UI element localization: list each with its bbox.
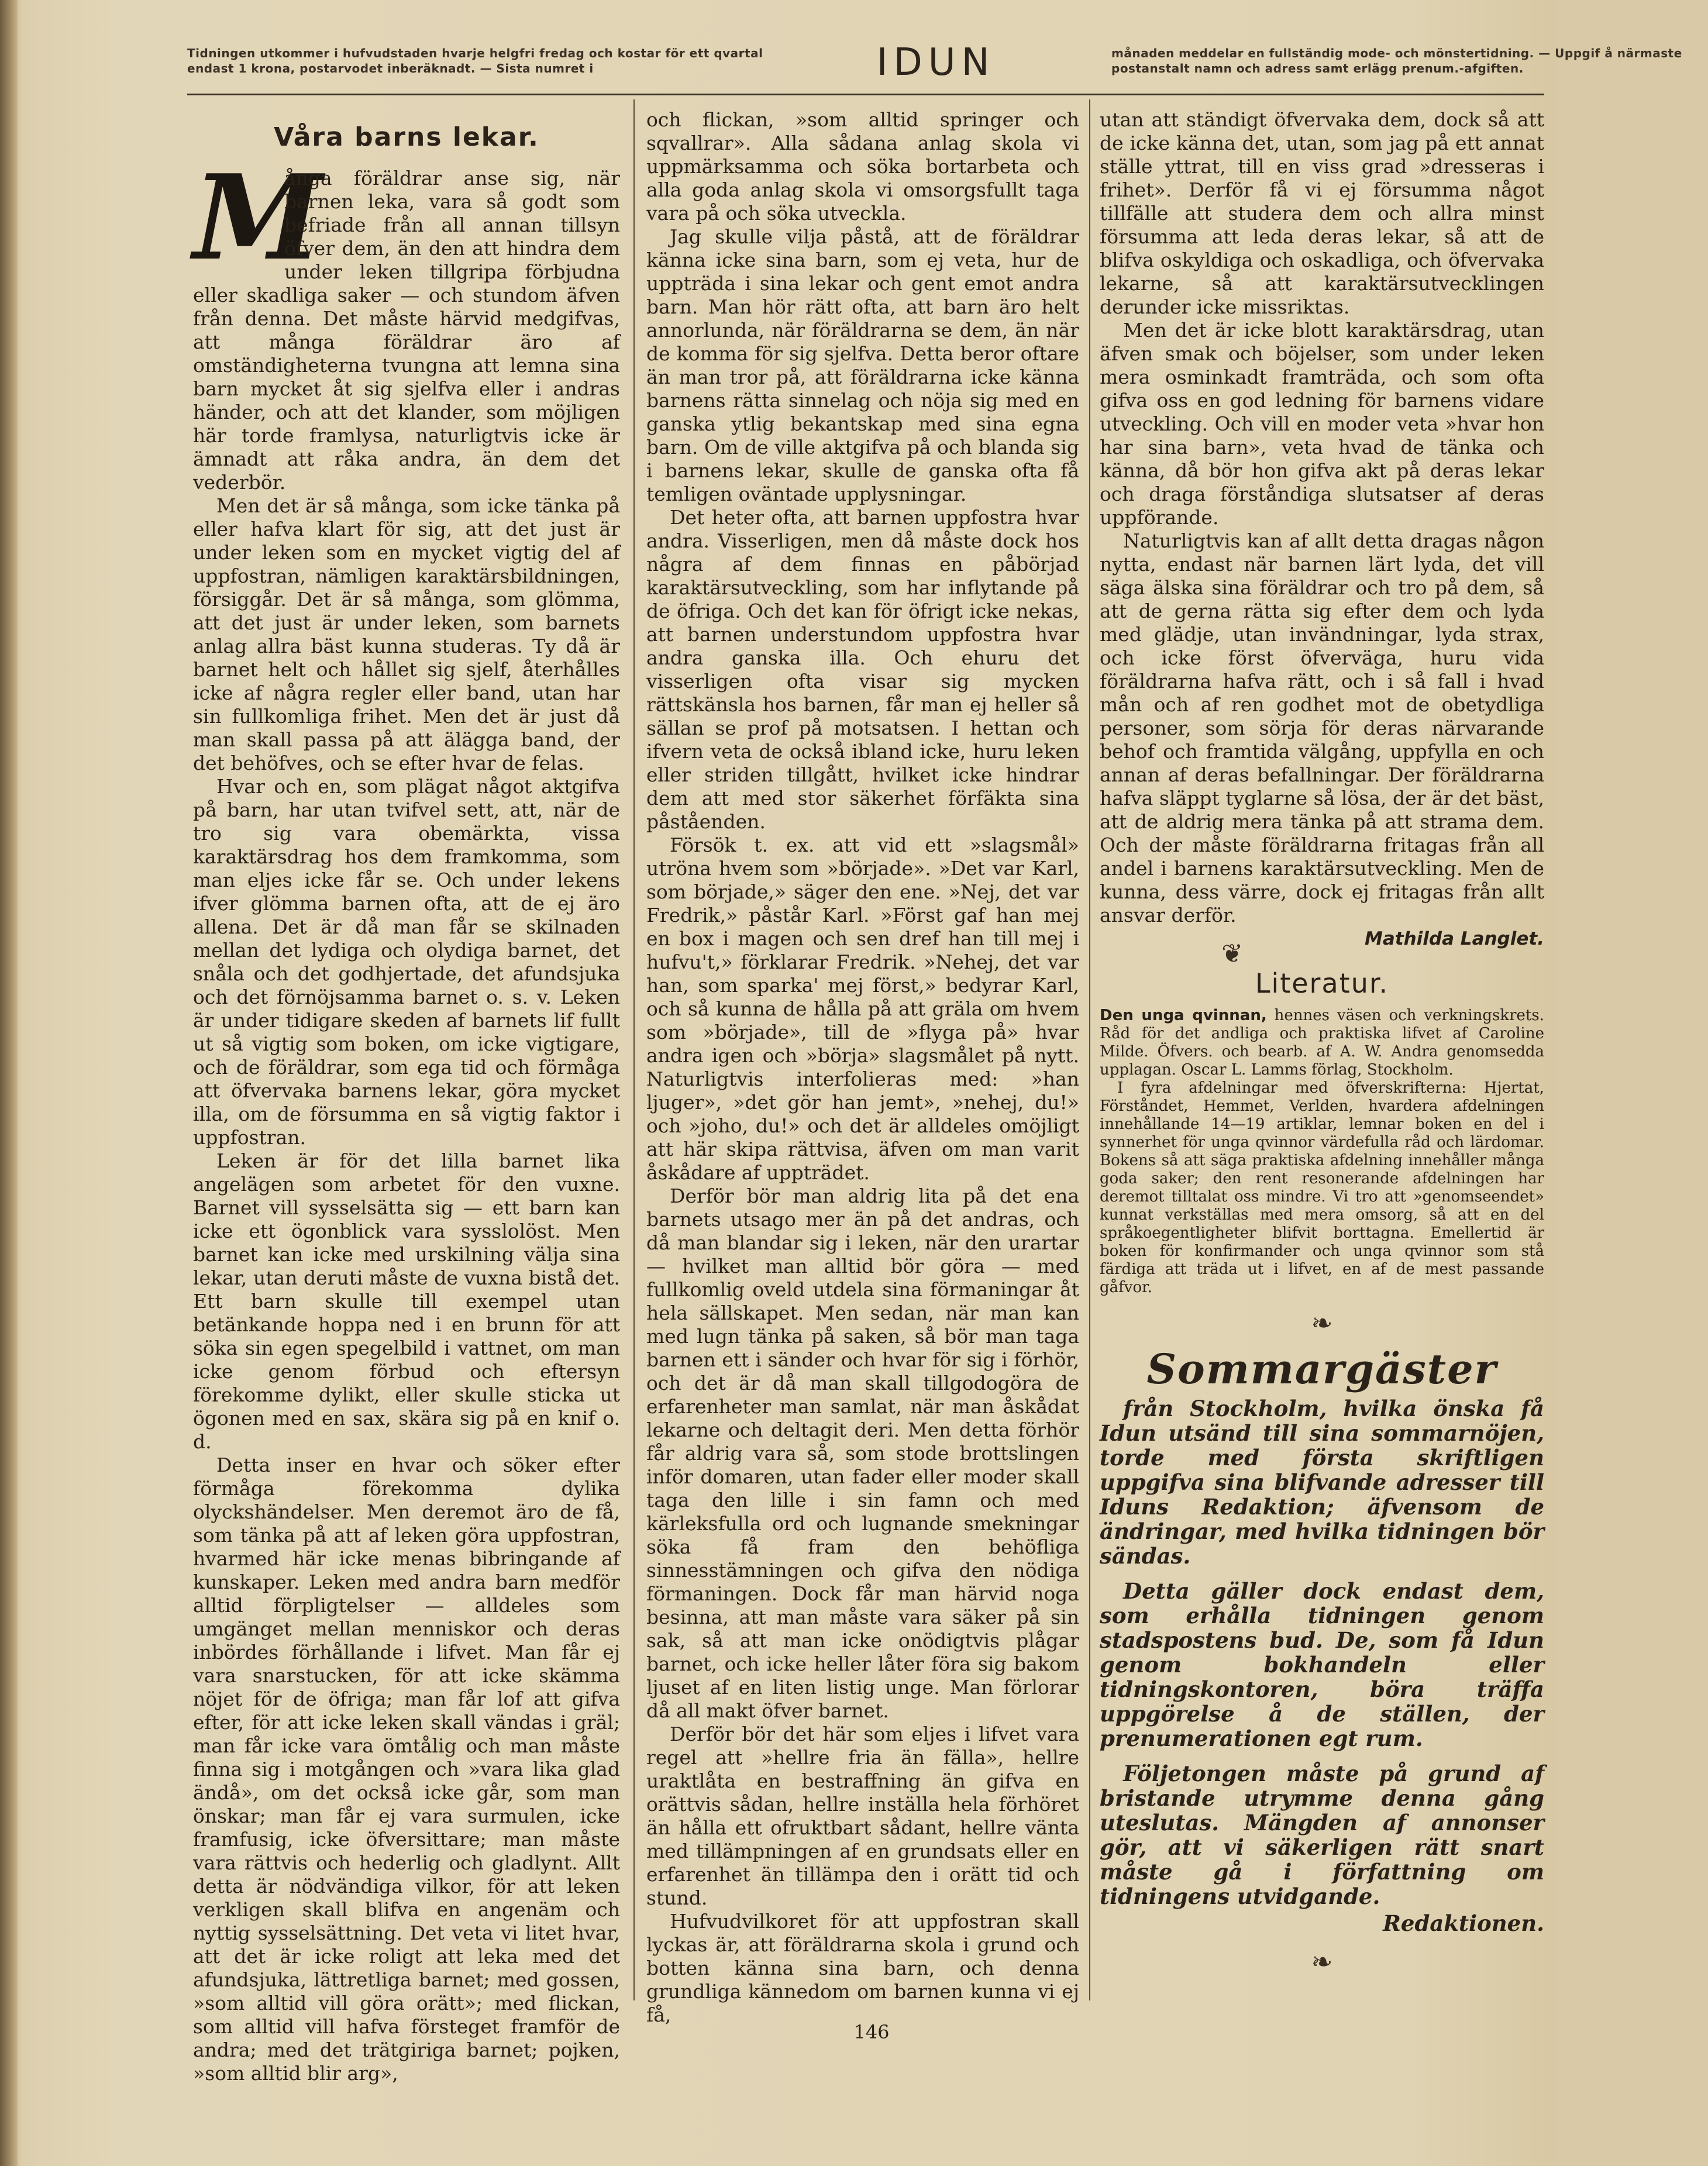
book-details: hennes väsen och verkningskrets. Råd för det andliga och praktiska lifvet af Caroline Milde. Öfvers. och bearb. af A. W. Andra genomsedda upplagan. Oscar L. Lamms förlag, Stockholm.	[1100, 1007, 1544, 1079]
article-column-3	[1100, 108, 1544, 1980]
paragraph: Naturligtvis kan af allt detta dragas någon nytta, endast när barnen lärt lyda, det vill säga älska sina föräldrar och tro på dem, så att de gerna rätta sig efter dem och lyda med glädje, utan invändningar, lyda strax, och icke först öfverväga, huru vida föräldrarna hafva rätt, och i så fall i hvad mån och af ren godhet mot de obetydliga personer, som sörja för deras närvarande behof och framtida välgång, uppfylla en och annan af deras befallningar. Der föräldrarna hafva släppt tyglarne så lösa, der är det bäst, att de aldrig mera tänka på att strama dem. Och der måste föräldrarna fritagas från all andel i barnens karaktärsutveckling. Men de kunna, dess värre, dock ej fritagas från allt ansvar derför.	[1100, 529, 1544, 927]
paragraph: Men det är icke blott karaktärsdrag, utan äfven smak och böjelser, som under leken mera osminkadt framträda, och som ofta gifva oss en god ledning för barnens vidare utveckling. Och vill en moder veta »hvar hon har sina barn», veta hvad de tänka och känna, då bör hon gifva akt på deras lekar och draga förståndiga slutsatser af deras uppförande.	[1100, 319, 1544, 529]
masthead-right-text: månaden meddelar en fullständig mode- och mönstertidning. — Uppgif å närmaste postanstalt namn och adress samt erlägg prenum.-afgiften.	[1111, 46, 1682, 75]
article-column-1	[193, 108, 620, 2085]
column-divider	[633, 99, 635, 2000]
paragraph: ånga föräldrar anse sig, när barnen leka, vara så godt som befriade från all annan tillsyn öfver dem, än den att hindra dem under leken tillgripa förbjudna eller skadliga saker — och stundom äfven från denna. Det måste härvid medgifvas, att många föräldrar äro af omständigheterna tvungna att lemna sina barn mycket åt sig sjelfva eller i andras händer, och att det klander, som möjligen här torde framlysa, naturligtvis icke är ämnadt att råka andra, än dem det vederbör.	[193, 167, 620, 494]
notice-paragraph: Följetongen måste på grund af bristande utrymme denna gång uteslutas. Mängden af annonser gör, att vi säkerligen rätt snart måste gå i författning om tidningens utvidgande.	[1100, 1761, 1544, 1909]
paragraph: Försök t. ex. att vid ett »slagsmål» utröna hvem som »började». »Det var Karl, som började,» säger den ene. »Nej, det var Fredrik,» påstår Karl. »Först gaf han mej en box i magen och sen dref han till mej i hufvu't,» förklarar Fredrik. »Nehej, det var han, som sparka' mej först,» bedyrar Karl, och så kunna de hålla på att gräla om hvem som »började», till de »flyga på» hvar andra igen och »börja» slagsmålet på nytt. Naturligtvis interfolieras med: »han ljuger», »det gör han jemt», »nehej, du!» och »joho, du!» och det är alldeles omöjligt att här skipa rättvisa, äfven om man varit åskådare af uppträdet.	[646, 834, 1079, 1184]
notice-signature: Redaktionen.	[1383, 1910, 1544, 1936]
paragraph: utan att ständigt öfvervaka dem, dock så att de icke känna det, utan, som jag på ett annat ställe yttrat, till en viss grad »dresseras i frihet». Derför få vi ej försumma något tillfälle att studera dem och allra minst försumma att leda deras lekar, så att de blifva oskyldiga och oskadliga, och öfvervaka lekarne, så att karaktärsutvecklingen derunder icke missriktas.	[1100, 108, 1544, 318]
article-title: Våra barns lekar.	[274, 122, 539, 152]
article-signature: Mathilda Langlet.	[1365, 928, 1544, 949]
masthead	[187, 41, 1682, 94]
paragraph: Derför bör man aldrig lita på det ena barnets utsago mer än på det andras, och då man blandar sig i leken, när den urartar — hvilket man alltid bör göra — med fullkomlig oveld utdela sina förmaningar åt hela sällskapet. Men sedan, när man kan med lugn tänka på saken, så bör man taga barnen ett i sänder och hvar för sig i förhör, och det är då man skall tillgodogöra de erfarenheter man samlat, när man åskådat lekarne och deltagit deri. Men detta förhör får aldrig vara så, som stode brottslingen inför domaren, utan fader eller moder skall taga den lille i sin famn och med kärleksfulla ord och lugnande smekningar söka få fram den behöfliga sinnesstämningen och gifva den nödiga förmaningen. Dock får man härvid noga besinna, att man måste vara säker på sin sak, så att man icke onödigtvis plågar barnet, och icke heller låter föra sig bakom ljuset af en liten listig unge. Man förlorar då all makt öfver barnet.	[646, 1184, 1079, 1722]
ornament-icon: ❧	[1311, 1947, 1333, 1977]
article-column-2	[646, 108, 1079, 2027]
paragraph: Hvar och en, som plägat något aktgifva på barn, har utan tvifvel sett, att, när de tro sig vara obemärkta, vissa karaktärsdrag hos dem framkomma, som man eljes icke får se. Och under lekens ifver glömma barnen ofta, att de ej äro allena. Det är då man får se skilnaden mellan det lydiga och olydiga barnet, det snåla och det godhjertade, det afundsjuka och det förnöjsamma barnet o. s. v. Leken är under tidigare skeden af barnets lif fullt ut så vigtig som boken, om icke vigtigare, och de föräldrar, som ega tid och förmåga att öfvervaka barnens lekar, göra mycket illa, om de försumma en så vigtig faktor i uppfostran.	[193, 775, 620, 1149]
ornament-icon: ❦	[1221, 939, 1243, 969]
page-number: 146	[853, 2021, 890, 2043]
notice-paragraph: från Stockholm, hvilka önska få Idun utsänd till sina sommarnöjen, torde med första skriftligen uppgifva sina blifvande adresser till Iduns Redaktion; äfvensom de ändringar, med hvilka tidningen bör sändas.	[1100, 1396, 1544, 1569]
masthead-rule	[187, 94, 1544, 95]
paragraph: Men det är så många, som icke tänka på eller hafva klart för sig, att det just är under leken som en mycket vigtig del af uppfostran, nämligen karaktärsbildningen, försiggår. Det är så många, som glömma, att det just är under leken, som barnets anlag allra bäst kunna studeras. Ty då är barnet helt och hållet sig sjelf, återhålles icke af några regler eller band, utan har sin fullkomliga frihet. Men det är just då man skall passa på att älägga band, der det behöfves, och se efter hvar de felas.	[193, 494, 620, 774]
masthead-left-text: Tidningen utkommer i hufvudstaden hvarje helgfri fredag och kostar för ett qvartal endast 1 krona, postarvodet inberäknadt. — Sista numret i	[187, 46, 763, 75]
column-divider	[1089, 99, 1090, 2000]
drop-cap: M	[193, 149, 323, 287]
ornament-icon: ❧	[1311, 1308, 1333, 1338]
paragraph: Derför bör det här som eljes i lifvet vara regel att »hellre fria än fälla», hellre uraktlåta en bestraffning än gifva en orättvis sådan, hellre inställa hela förhöret än hålla ett ofruktbart sådant, hellre vänta med tillämpningen af en grundsats eller en erfarenhet än tillämpa den i orätt tid och stund.	[646, 1723, 1079, 1909]
paragraph: och flickan, »som alltid springer och sqvallrar». Alla sådana anlag skola vi uppmärksamma och söka bortarbeta och alla goda anlag skola vi omsorgsfullt taga vara på och söka utveckla.	[646, 108, 1079, 225]
literature-heading: Literatur.	[1255, 967, 1389, 999]
notice-text	[1100, 1396, 1544, 1936]
paragraph: Det heter ofta, att barnen uppfostra hvar andra. Visserligen, men då måste dock hos några af dem finnas en påbörjad karaktärsutveckling, som har inflytande på de öfriga. Och det kan för öfrigt icke nekas, att barnen understundom uppfostra hvar andra ganska illa. Och ehuru det visserligen ofta visar sig mycken rättskänsla hos barnen, får man ej heller så sällan se prof på motsatsen. I hettan och ifvern veta de också ibland icke, huru leken eller striden tillgått, hvilket icke hindrar dem att med stor säkerhet förfäkta sina påståenden.	[646, 506, 1079, 833]
masthead-title: IDUN	[876, 41, 996, 84]
book-spine	[0, 0, 18, 2166]
paragraph: Leken är för det lilla barnet lika angelägen som arbetet för den vuxne. Barnet vill sysselsätta sig — ett barn kan icke ett ögonblick vara sysslolöst. Men barnet kan icke med urskilning välja sina lekar, utan deruti måste de vuxna bistå det. Ett barn skulle till exempel utan betänkande hoppa ned i en brunn för att söka sin egen spegelbild i vattnet, om man icke genom förbud och eftersyn förekomme dylikt, eller skulle sticka ut ögonen med en sax, skära sig på en knif o. d.	[193, 1149, 620, 1453]
notice-paragraph: Detta gäller dock endast dem, som erhålla tidningen genom stadspostens bud. De, som få Idun genom bokhandeln eller tidningskontoren, böra träffa uppgörelse å de ställen, der prenumerationen egt rum.	[1100, 1578, 1544, 1751]
literature-review	[1100, 1007, 1544, 1297]
notice-heading: Sommargäster	[1146, 1345, 1497, 1393]
book-title: Den unga qvinnan,	[1100, 1007, 1267, 1024]
paragraph: Hufvudvilkoret för att uppfostran skall lyckas är, att föräldrarna skola i grund och botten känna sina barn, och denna grundliga kännedom om barnen kunna vi ej få,	[646, 1910, 1079, 2026]
paragraph: Detta inser en hvar och söker efter förmåga förekomma dylika olyckshändelser. Men deremot äro de få, som tänka på att af leken göra uppfostran, hvarmed här icke menas bibringande af kunskaper. Leken med andra barn medför alltid förpligtelser — alldeles som umgänget mellan menniskor och deras inbördes förhållande i lifvet. Man får ej vara snarstucken, för att icke skämma nöjet för de öfriga; man får lof att gifva efter, för att icke leken skall vändas i gräl; man får icke vara ömtålig och man måste finna sig i motgången och »vara lika glad ändå», om det också icke går, som man önskar; man får ej vara surmulen, icke framfusig, icke öfversittare; man måste vara rättvis och hederlig och gladlynt. Allt detta är nödvändiga vilkor, för att leken verkligen skall blifva en angenäm och nyttig sysselsättning. Det veta vi litet hvar, att det är icke roligt att leka med det afundsjuka, lättretliga barnet; med gossen, »som alltid vill göra orätt»; med flickan, som alltid vill hafva försteget framför de andra; med det trätgiriga barnet; pojken, »som alltid blir arg»,	[193, 1454, 620, 2085]
review-paragraph: I fyra afdelningar med öfverskrifterna: Hjertat, Förståndet, Hemmet, Verlden, hvardera afdelningen innehållande 14—19 artiklar, lemnar boken en del i synnerhet för unga qvinnor värdefulla råd och lärdomar. Bokens så att säga praktiska afdelning innehåller många goda saker; den rent resonerande afdelningen har deremot tilltalat oss mindre. Vi tro att »genomseendet» kunnat verkställas med mera omsorg, så att en del språkoegentligheter blifvit borttagna. Emellertid är boken för konfirmander och unga qvinnor som stå färdiga att träda ut i lifvet, en af de mest passande gåfvor.	[1100, 1079, 1544, 1296]
paragraph: Jag skulle vilja påstå, att de föräldrar känna icke sina barn, som ej veta, hur de uppträda i sina lekar och gent emot andra barn. Man hör rätt ofta, att barn äro helt annorlunda, när föräldrarna se dem, än när de komma för sig sjelfva. Detta beror oftare än man tror på, att föräldrarna icke känna barnens rätta sinnelag och nöja sig med en ganska ytlig bekantskap med sina egna barn. Om de ville aktgifva på och blanda sig i barnens lekar, skulle de ganska ofta få temligen oväntade upplysningar.	[646, 225, 1079, 505]
